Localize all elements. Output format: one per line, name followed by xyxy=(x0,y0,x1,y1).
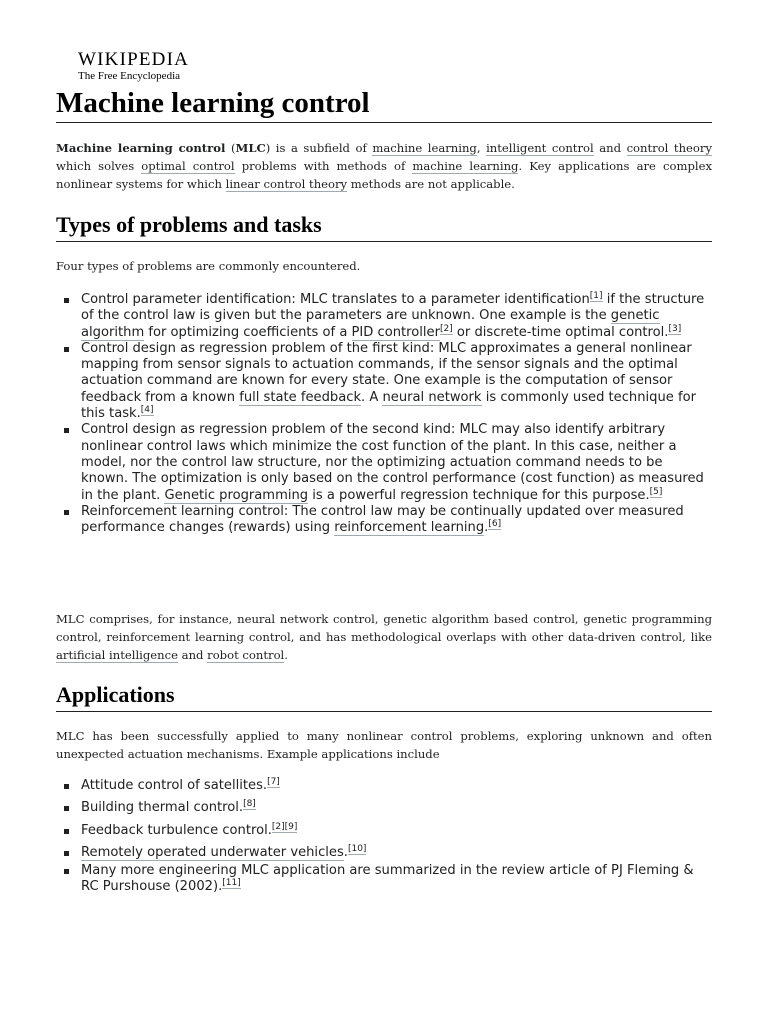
list-item xyxy=(56,504,712,537)
item-text: is commonly used technique for this task. xyxy=(81,389,696,422)
list-item xyxy=(56,341,712,422)
citation-link[interactable]: [8] xyxy=(243,799,256,810)
citation[interactable] xyxy=(488,519,501,530)
bullet-icon xyxy=(64,784,69,789)
item-text: for optimizing coefficients of a xyxy=(144,324,352,340)
paragraph-text: . xyxy=(284,648,288,662)
citation-link[interactable]: [5] xyxy=(649,486,663,497)
link-control-theory[interactable]: control theory xyxy=(626,141,712,155)
bullet-icon xyxy=(64,869,69,874)
heading-applications: Applications xyxy=(56,681,712,712)
bullet-icon xyxy=(64,347,69,352)
link-intelligent-control[interactable]: intelligent control xyxy=(486,141,594,155)
link-pid-controller[interactable]: PID controller xyxy=(351,324,440,340)
item-text: Feedback turbulence control. xyxy=(81,822,272,838)
citation-link[interactable]: [10] xyxy=(347,843,367,854)
page-title: Machine learning control xyxy=(56,86,712,123)
types-lead: Four types of problems are commonly encountered. xyxy=(56,259,361,273)
link-linear-control-theory[interactable]: linear control theory xyxy=(225,177,348,191)
item-text: Control parameter identification: MLC translates to a parameter identification xyxy=(81,292,590,307)
link-reinforcement-learning[interactable]: reinforcement learning xyxy=(334,520,485,536)
bullet-icon xyxy=(64,851,69,856)
list-item xyxy=(56,292,712,341)
intro-text: ) is a subfield of xyxy=(265,141,373,155)
link-remotely-operated-underwater-vehicles[interactable]: Remotely operated underwater vehicles xyxy=(81,844,344,860)
bullet-icon xyxy=(64,510,69,515)
link-machine-learning[interactable]: machine learning xyxy=(372,141,477,155)
wikipedia-logo[interactable] xyxy=(78,50,218,82)
link-optimal-control[interactable]: optimal control xyxy=(141,159,235,173)
link-genetic-algorithm[interactable]: genetic algorithm xyxy=(81,308,660,340)
citation[interactable] xyxy=(440,324,453,335)
citation-link[interactable]: [11] xyxy=(222,878,241,889)
intro-text: ( xyxy=(225,141,236,155)
item-text: Control design as regression problem of the first kind: MLC approximates a general nonlinear mapping from sensor signals to actuation commands, if the sensor signals and the optimal actuation command are known for every state. One example is the computation of sensor feedback from a known xyxy=(81,340,692,405)
link-neural-network[interactable]: neural network xyxy=(382,389,482,405)
logo-wordmark: WIKIPEDIA xyxy=(78,49,190,70)
item-text: . A xyxy=(361,389,383,405)
citation[interactable] xyxy=(348,844,366,855)
types-list xyxy=(56,292,712,536)
intro-text: methods are not applicable. xyxy=(347,177,515,191)
item-text: . xyxy=(343,844,348,860)
citation-link[interactable]: [2] xyxy=(271,821,285,832)
list-item xyxy=(56,823,712,839)
heading-types-of-problems: Types of problems and tasks xyxy=(56,211,712,242)
types-after-paragraph xyxy=(56,610,712,664)
list-item xyxy=(56,800,712,816)
item-text: Many more engineering MLC application are summarized in the review article of PJ Fleming & RC Purshouse (2002). xyxy=(81,863,694,895)
citation[interactable] xyxy=(590,291,603,302)
applications-list xyxy=(56,778,712,896)
item-text: . xyxy=(484,520,489,536)
item-text: is a powerful regression technique for this purpose. xyxy=(308,487,650,503)
bullet-icon xyxy=(64,298,69,303)
bullet-icon xyxy=(64,829,69,834)
citation-link[interactable]: [9] xyxy=(284,821,298,832)
bullet-icon xyxy=(64,428,69,433)
item-text: Control design as regression problem of the second kind: MLC may also identify arbitrary nonlinear control laws which minimize the cost function of the plant. In this case, neither a model, nor the control law structure, nor the optimizing actuation command needs to be known. The optimization is only based on the control performance (cost function) as measured in the plant. xyxy=(81,422,704,503)
bullet-icon xyxy=(64,806,69,811)
intro-paragraph xyxy=(56,139,712,193)
item-text: Reinforcement learning control: The control law may be continually updated over measured performance changes (rewards) using xyxy=(81,503,684,536)
link-genetic-programming[interactable]: Genetic programming xyxy=(164,487,309,503)
citation[interactable] xyxy=(243,799,256,810)
paragraph-text: MLC comprises, for instance, neural network control, genetic algorithm based control, genetic programming control, reinforcement learning control, and has methodological overlaps with other data-driven control, like xyxy=(56,612,712,644)
list-item xyxy=(56,778,712,794)
list-item xyxy=(56,422,712,503)
item-text: if the structure of the control law is given but the parameters are unknown. One example is the xyxy=(81,292,705,324)
citation-link[interactable]: [4] xyxy=(140,405,154,416)
intro-text: and xyxy=(593,141,627,155)
applications-lead: MLC has been successfully applied to many nonlinear control problems, exploring unknown and often unexpected actuation mechanisms. Example applications include xyxy=(56,729,712,761)
intro-text: which solves xyxy=(56,159,142,173)
citation-link[interactable]: [3] xyxy=(668,323,682,334)
citation[interactable] xyxy=(141,405,154,416)
item-text: Attitude control of satellites. xyxy=(81,778,268,793)
intro-text: , xyxy=(476,141,487,155)
intro-text: . Key applications are complex nonlinear systems for which xyxy=(56,159,712,191)
item-text: Building thermal control. xyxy=(81,800,244,816)
citation[interactable] xyxy=(272,822,298,833)
link-robot-control[interactable]: robot control xyxy=(207,648,285,662)
paragraph-text: and xyxy=(177,648,208,662)
link-artificial-intelligence[interactable]: artificial intelligence xyxy=(56,648,178,662)
citation[interactable] xyxy=(267,777,280,788)
citation-link[interactable]: [7] xyxy=(267,777,280,787)
intro-bold-term: Machine learning control xyxy=(56,141,226,155)
citation[interactable] xyxy=(650,487,663,498)
logo-tagline: The Free Encyclopedia xyxy=(78,70,181,82)
citation-link[interactable]: [1] xyxy=(589,291,603,301)
item-text: or discrete-time optimal control. xyxy=(452,324,669,340)
link-full-state-feedback[interactable]: full state feedback xyxy=(239,389,362,405)
intro-text: problems with methods of xyxy=(234,159,413,173)
citation-link[interactable]: [6] xyxy=(488,519,502,530)
citation[interactable] xyxy=(222,878,240,889)
link-machine-learning-2[interactable]: machine learning xyxy=(412,159,519,173)
citation-link[interactable]: [2] xyxy=(439,323,453,334)
citation[interactable] xyxy=(668,324,681,335)
list-item xyxy=(56,863,712,896)
intro-bold-abbr: MLC xyxy=(235,141,266,155)
list-item xyxy=(56,845,712,861)
